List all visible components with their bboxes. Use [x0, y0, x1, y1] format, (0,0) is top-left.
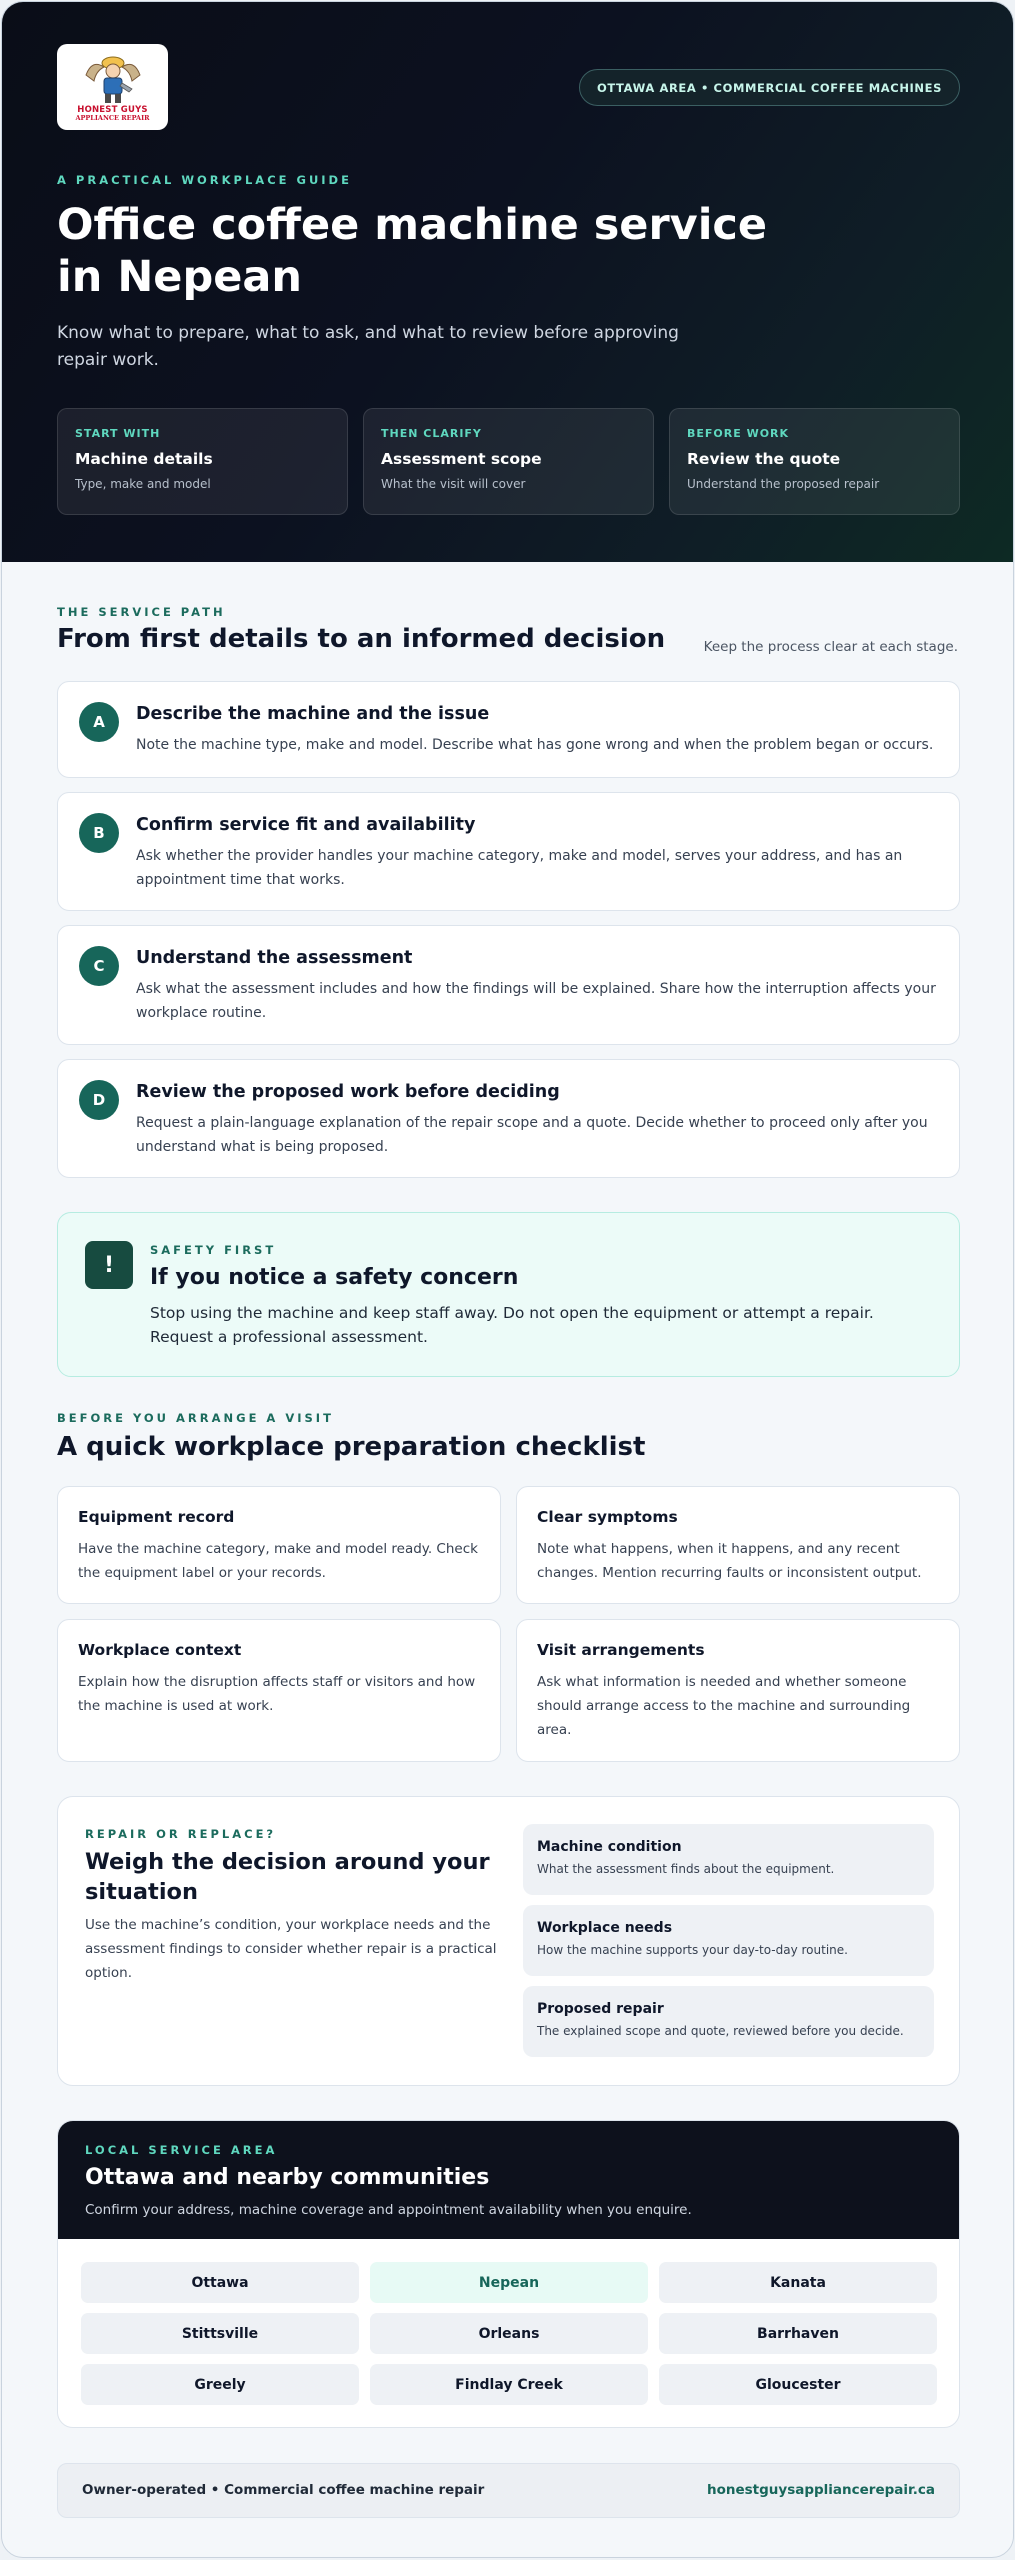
checklist-card-desc: Have the machine category, make and model ready. Check the equipment label or your records.: [78, 1541, 478, 1581]
step-card-d: [57, 1059, 960, 1178]
logo-text-primary: HONEST GUYS: [77, 104, 148, 115]
hero-subtitle: Know what to prepare, what to ask, and what to review before approving repair work.: [57, 323, 679, 370]
community-chip-kanata[interactable]: Kanata: [659, 2262, 937, 2303]
step-desc: Ask what the assessment includes and how the findings will be explained. Share how the interruption affects your workplace routine.: [136, 981, 936, 1021]
community-chip-stittsville[interactable]: Stittsville: [81, 2313, 359, 2354]
step-card-a: [57, 681, 960, 778]
community-chip-greely[interactable]: Greely: [81, 2364, 359, 2405]
factor-workplace-needs: [523, 1905, 934, 1976]
factor-title: Workplace needs: [537, 1920, 673, 1936]
decision-title: Weigh the decision around your situation: [85, 1849, 490, 1905]
hero-card-clarify: [363, 408, 654, 515]
step-title: Describe the machine and the issue: [136, 704, 490, 724]
community-chip-orleans[interactable]: Orleans: [370, 2313, 648, 2354]
hero-card-label: START WITH: [75, 427, 161, 440]
safety-text: Stop using the machine and keep staff away. Do not open the equipment or attempt a repair. Request a professional assessment.: [150, 1304, 874, 1346]
safety-eyebrow: SAFETY FIRST: [150, 1243, 277, 1257]
checklist-card-visit: [516, 1619, 960, 1762]
region-badge: OTTAWA AREA • COMMERCIAL COFFEE MACHINES: [579, 69, 960, 106]
mascot-icon: [82, 53, 144, 105]
checklist-card-desc: Note what happens, when it happens, and any recent changes. Mention recurring faults or inconsistent output.: [537, 1541, 922, 1581]
step-letter-badge: C: [79, 946, 119, 986]
brand-logo[interactable]: [57, 44, 168, 130]
factor-machine-condition: [523, 1824, 934, 1895]
service-area-title: Ottawa and nearby communities: [85, 2165, 490, 2190]
checklist-card-title: Workplace context: [78, 1641, 242, 1659]
decision-text: Use the machine’s condition, your workplace needs and the assessment findings to consider whether repair is a practical option.: [85, 1917, 497, 1981]
hero-card-before-work: [669, 408, 960, 515]
service-area-subtitle: Confirm your address, machine coverage and appointment availability when you enquire.: [85, 2202, 692, 2218]
community-chip-ottawa[interactable]: Ottawa: [81, 2262, 359, 2303]
step-title: Review the proposed work before deciding: [136, 1082, 560, 1102]
step-letter-badge: D: [79, 1080, 119, 1120]
warning-icon: !: [85, 1241, 133, 1289]
factor-proposed-repair: [523, 1986, 934, 2057]
hero-card-start: [57, 408, 348, 515]
checklist-card-equipment: [57, 1486, 501, 1604]
service-area-header: [58, 2121, 960, 2239]
service-path-eyebrow: THE SERVICE PATH: [57, 605, 226, 619]
hero-eyebrow: A PRACTICAL WORKPLACE GUIDE: [57, 173, 352, 187]
footer-bar: [57, 2463, 960, 2518]
hero-card-title: Machine details: [75, 450, 213, 468]
step-title: Understand the assessment: [136, 948, 413, 968]
hero-card-label: BEFORE WORK: [687, 427, 790, 440]
page-title: Office coffee machine service in Nepean: [57, 200, 768, 302]
safety-callout: [57, 1212, 960, 1377]
checklist-card-title: Visit arrangements: [537, 1641, 705, 1659]
factor-desc: How the machine supports your day-to-day routine.: [537, 1943, 848, 1957]
checklist-card-context: [57, 1619, 501, 1762]
community-chip-barrhaven[interactable]: Barrhaven: [659, 2313, 937, 2354]
hero-card-desc: Understand the proposed repair: [687, 477, 880, 491]
community-chip-findlay-creek[interactable]: Findlay Creek: [370, 2364, 648, 2405]
factor-title: Proposed repair: [537, 2001, 664, 2017]
hero-card-desc: Type, make and model: [75, 477, 211, 491]
factor-desc: What the assessment finds about the equipment.: [537, 1862, 835, 1876]
hero-section: [2, 2, 1014, 562]
decision-panel: [57, 1796, 960, 2086]
factor-title: Machine condition: [537, 1839, 682, 1855]
hero-card-label: THEN CLARIFY: [381, 427, 482, 440]
step-card-c: [57, 925, 960, 1045]
checklist-card-desc: Explain how the disruption affects staff or visitors and how the machine is used at work.: [78, 1674, 476, 1714]
checklist-card-desc: Ask what information is needed and whether someone should arrange access to the machine and surrounding area.: [537, 1674, 911, 1738]
decision-eyebrow: REPAIR OR REPLACE?: [85, 1827, 277, 1841]
community-chip-nepean[interactable]: Nepean: [370, 2262, 648, 2303]
logo-text-secondary: APPLIANCE REPAIR: [75, 114, 150, 122]
hero-card-desc: What the visit will cover: [381, 477, 526, 491]
step-desc: Ask whether the provider handles your machine category, make and model, serves your address, and has an appointment time that works.: [136, 848, 903, 888]
hero-cards: [57, 408, 960, 515]
checklist-eyebrow: BEFORE YOU ARRANGE A VISIT: [57, 1411, 334, 1425]
checklist-card-title: Clear symptoms: [537, 1508, 678, 1526]
step-desc: Note the machine type, make and model. Describe what has gone wrong and when the problem began or occurs.: [136, 737, 934, 753]
step-letter-badge: B: [79, 813, 119, 853]
factor-desc: The explained scope and quote, reviewed before you decide.: [537, 2024, 904, 2038]
hero-card-title: Review the quote: [687, 450, 841, 468]
checklist-card-symptoms: [516, 1486, 960, 1604]
checklist-title: A quick workplace preparation checklist: [57, 1432, 646, 1462]
step-title: Confirm service fit and availability: [136, 815, 476, 835]
service-path-title: From first details to an informed decision: [57, 624, 666, 654]
step-letter-badge: A: [79, 702, 119, 742]
safety-title: If you notice a safety concern: [150, 1265, 519, 1290]
footer-tagline: Owner-operated • Commercial coffee machine repair: [82, 2482, 485, 2498]
community-chip-gloucester[interactable]: Gloucester: [659, 2364, 937, 2405]
footer-website-link[interactable]: honestguysappliancerepair.ca: [706, 2482, 935, 2498]
page: [1, 1, 1014, 2558]
checklist-card-title: Equipment record: [78, 1508, 235, 1526]
step-desc: Request a plain-language explanation of the repair scope and a quote. Decide whether to proceed only after you understand what is being proposed.: [136, 1115, 928, 1155]
hero-card-title: Assessment scope: [381, 450, 542, 468]
step-card-b: [57, 792, 960, 911]
service-area-eyebrow: LOCAL SERVICE AREA: [85, 2143, 278, 2157]
service-area-panel: [57, 2120, 960, 2428]
service-path-note: Keep the process clear at each stage.: [703, 639, 958, 655]
